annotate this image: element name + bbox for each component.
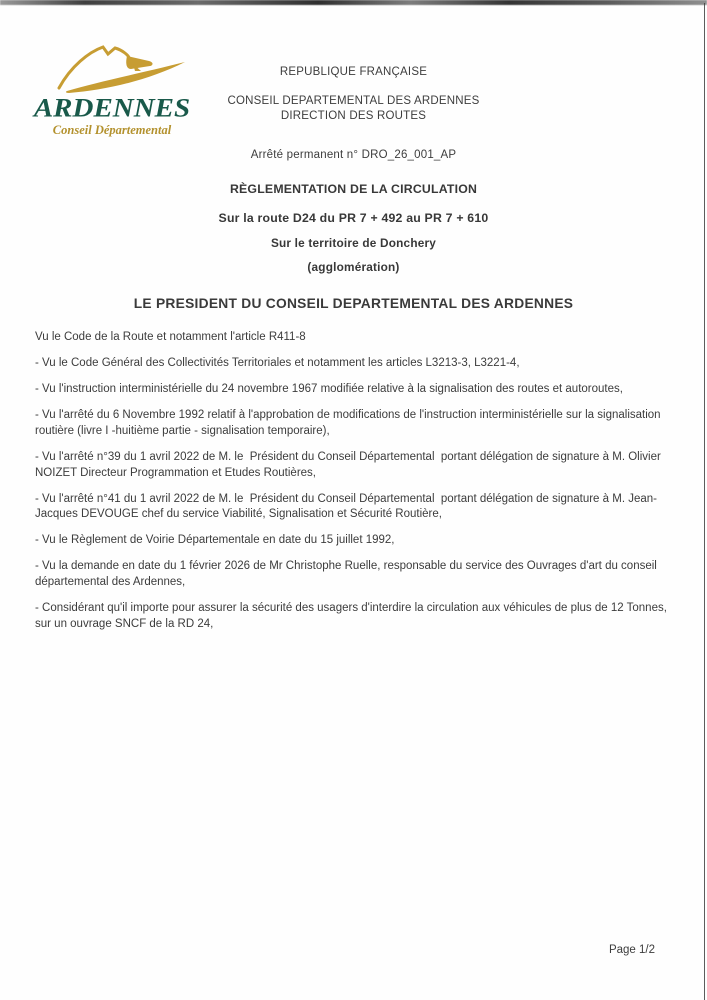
body-paragraph: - Vu l'arrêté n°39 du 1 avril 2022 de M. le Président du Conseil Départemental portant délégation de signature à M. Olivier NOIZET Directeur Programmation et Etudes Routières, xyxy=(35,450,664,479)
subject-line-route: Sur la route D24 du PR 7 + 492 au PR 7 + 610 xyxy=(218,211,489,225)
body-text xyxy=(35,330,674,643)
header-republic: REPUBLIQUE FRANÇAISE xyxy=(279,66,428,78)
header-direction: DIRECTION DES ROUTES xyxy=(280,110,427,122)
body-paragraph: - Vu le Code Général des Collectivités Territoriales et notamment les articles L3213-3, L3221-4, xyxy=(35,357,520,370)
subject-line-regulation: RÈGLEMENTATION DE LA CIRCULATION xyxy=(229,182,478,196)
subject-line-agglomeration: (agglomération) xyxy=(307,260,400,274)
logo-wordmark: ARDENNES xyxy=(33,93,191,123)
order-reference: Arrêté permanent n° DRO_26_001_AP xyxy=(250,149,457,161)
header-council: CONSEIL DEPARTEMENTAL DES ARDENNES xyxy=(227,95,480,107)
body-paragraph: - Vu l'instruction interministérielle du 24 novembre 1967 modifiée relative à la signalisation des routes et autoroutes, xyxy=(35,383,623,396)
logo-tagline: Conseil Départemental xyxy=(52,123,172,137)
body-paragraph: - Vu l'arrêté du 6 Novembre 1992 relatif à l'approbation de modifications de l'instruction interministérielle sur la signalisation routière (livre I -huitième partie - signalisation temporaire), xyxy=(35,409,664,437)
subject-line-territory: Sur le territoire de Donchery xyxy=(270,236,437,250)
body-paragraph: Vu le Code de la Route et notamment l'article R411-8 xyxy=(35,331,306,343)
body-paragraph: - Considérant qu'il importe pour assurer la sécurité des usagers d'interdire la circulation aux véhicules de plus de 12 Tonnes, sur un ouvrage SNCF de la RD 24, xyxy=(35,602,671,630)
ardennes-logo xyxy=(33,44,191,138)
page-number: Page 1/2 xyxy=(608,944,655,956)
body-paragraph: - Vu l'arrêté n°41 du 1 avril 2022 de M. le Président du Conseil Départemental portant délégation de signature à M. Jean-Jacques DEVOUGE chef du service Viabilité, Signalisation et Sécurité Routière, xyxy=(35,492,657,521)
body-paragraph: - Vu le Règlement de Voirie Départementale en date du 15 juillet 1992, xyxy=(35,534,395,547)
body-paragraph: - Vu la demande en date du 1 février 2026 de Mr Christophe Ruelle, responsable du service des Ouvrages d'art du conseil départemental des Ardennes, xyxy=(35,560,661,589)
scan-top-edge-artifact xyxy=(0,0,707,5)
document-title: LE PRESIDENT DU CONSEIL DEPARTEMENTAL DES ARDENNES xyxy=(133,296,574,311)
